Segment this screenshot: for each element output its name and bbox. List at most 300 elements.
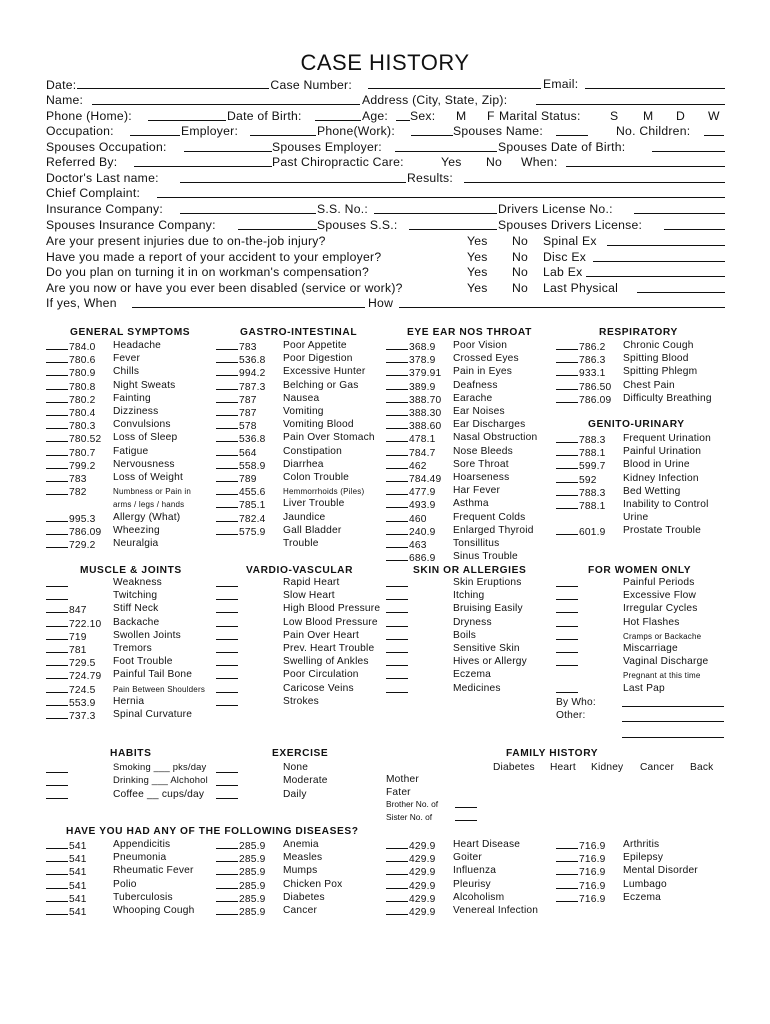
phone-home-field[interactable] [148,120,226,121]
cardio-symptom-check-blank[interactable] [216,678,238,679]
marital-s-option[interactable]: S [610,109,619,123]
cardio-symptom-check-blank[interactable] [216,692,238,693]
q3-no-option[interactable]: No [512,265,529,279]
disease-check-blank[interactable] [216,838,238,849]
genito-symptom-check-blank[interactable] [556,485,578,496]
gastro-symptom-code-text: 564 [239,447,257,459]
gastro-symptom-code[interactable] [216,524,266,539]
gastro-symptom-check-blank[interactable] [216,352,238,363]
disease-code[interactable] [386,904,436,919]
results-field[interactable] [464,182,725,183]
marital-d-option[interactable]: D [676,109,686,123]
respiratory-symptom-check-blank[interactable] [556,379,578,390]
general-symptom-check-blank[interactable] [46,392,68,403]
muscle-symptom-code-text: 847 [69,605,87,617]
respiratory-symptom-check-blank[interactable] [556,352,578,363]
gastro-symptom-check-blank[interactable] [216,365,238,376]
disease-label: Alcoholism [453,891,505,903]
disease-label: Chicken Pox [283,878,343,890]
disease-check-blank[interactable] [556,864,578,875]
doctors-last-name-field[interactable] [180,182,406,183]
skin-symptom-label: Boils [453,629,477,641]
age-field[interactable] [396,120,410,121]
gastro-symptom-check-blank[interactable] [216,339,238,350]
email-field[interactable] [585,88,725,89]
exercise-moderate-check[interactable] [216,785,238,786]
eye-ear-symptom-code-text: 240.9 [409,526,436,538]
eye-ear-symptom-check-blank[interactable] [386,392,408,403]
eye-ear-symptom-check-blank[interactable] [386,365,408,376]
general-symptom-check-blank[interactable] [46,537,68,548]
ss-no-field[interactable] [374,213,497,214]
case-number-label: Case Number: [270,78,352,92]
general-symptom-check-blank[interactable] [46,379,68,390]
women-symptom-check-blank[interactable] [556,599,578,600]
eye-ear-symptom-check-blank[interactable] [386,431,408,442]
skin-symptom-check-blank[interactable] [386,626,408,627]
disease-code[interactable] [46,904,87,919]
gastro-symptom-check-blank[interactable] [216,445,238,456]
genito-symptom-code[interactable] [556,524,606,539]
eye-ear-symptom-label: Ear Discharges [453,419,526,431]
muscle-symptom-check-blank[interactable] [46,616,68,627]
eye-ear-symptom-check-blank[interactable] [386,497,408,508]
skin-symptom-check-blank[interactable] [386,639,408,640]
sister-count-field[interactable] [455,820,477,821]
disease-label: Goiter [453,852,482,864]
eye-ear-symptom-label: Tonsillitus [453,538,500,549]
general-symptoms-heading: GENERAL SYMPTOMS [70,327,191,338]
eye-ear-symptom-check-blank[interactable] [386,379,408,390]
gastro-symptom-check-blank[interactable] [216,458,238,469]
spouses-drivers-label: Spouses Drivers License: [498,218,643,232]
women-symptom-check-blank[interactable] [556,665,578,666]
gastro-symptom-label: Pain Over Stomach [283,432,375,444]
general-symptom-label: Allergy (What) [113,511,181,523]
genito-symptom-label: Frequent Urination [623,433,711,444]
disease-check-blank[interactable] [46,878,68,889]
if-yes-when-field[interactable] [132,307,365,308]
question-on-job: Are your present injuries due to on-the-job injury? [46,234,326,248]
women-symptom-check-blank[interactable] [556,652,578,653]
disease-label: Epilepsy [623,852,664,864]
cardio-symptom-check-blank[interactable] [216,586,238,587]
general-symptom-check-blank[interactable] [46,431,68,442]
occupation-field[interactable] [130,135,180,136]
disease-check-blank[interactable] [46,851,68,862]
last-physical-field[interactable] [637,292,725,293]
gastro-symptom-check-blank[interactable] [216,497,238,508]
eye-ear-symptom-check-blank[interactable] [386,339,408,350]
disease-check-blank[interactable] [46,864,68,875]
respiratory-heading: RESPIRATORY [599,327,678,338]
address-field[interactable] [536,104,725,105]
eye-ear-symptom-code-text: 784.49 [409,474,442,485]
general-symptom-label: Neuralgia [113,538,159,549]
disease-check-blank[interactable] [386,891,408,902]
other-field-2[interactable] [622,737,724,738]
gastro-symptom-check-blank[interactable] [216,392,238,403]
spouses-insurance-field[interactable] [238,229,317,230]
disease-check-blank[interactable] [556,838,578,849]
cardio-symptom-label: Poor Circulation [283,669,359,681]
gastro-symptom-code-text: 783 [239,342,257,353]
genito-symptom-check-blank[interactable] [556,498,578,509]
women-symptom-check-blank[interactable] [556,692,578,693]
muscle-symptom-label: Spinal Curvature [113,709,193,720]
respiratory-symptom-code-text: 786.2 [579,342,606,353]
general-symptom-check-blank[interactable] [46,352,68,363]
coffee-check[interactable] [46,798,68,799]
general-symptom-check-blank[interactable] [46,445,68,456]
sex-m-option[interactable]: M [456,109,467,123]
disease-label: Pneumonia [113,852,167,864]
genito-symptom-label: Painful Urination [623,446,702,458]
how-label: How [368,296,394,310]
cardio-symptom-label: Caricose Veins [283,682,354,694]
employer-field[interactable] [250,135,316,136]
cardio-symptom-check-blank[interactable] [216,652,238,653]
general-symptom-code-text: 780.7 [69,447,96,459]
eye-ear-symptom-check-blank[interactable] [386,445,408,456]
spouses-dob-field[interactable] [652,151,725,152]
muscle-symptom-check-blank[interactable] [46,629,68,640]
general-symptom-code-text: 995.3 [69,513,96,525]
by-who-field[interactable] [622,706,724,707]
phone-home-label: Phone (Home): [46,109,132,123]
eye-ear-symptom-label: Har Fever [453,485,501,497]
general-symptom-check-blank[interactable] [46,471,68,482]
disease-check-blank[interactable] [46,891,68,902]
general-symptom-label: Nervousness [113,458,175,470]
insurance-company-field[interactable] [180,213,316,214]
disease-code-text: 285.9 [239,841,266,852]
skin-symptom-label: Sensitive Skin [453,643,520,654]
exercise-daily-check[interactable] [216,798,238,799]
gastro-symptom-code-text: 575.9 [239,526,266,538]
general-symptom-code-text: 782 [69,487,87,499]
skin-symptom-check-blank[interactable] [386,612,408,613]
spinal-ex-field[interactable] [607,245,725,246]
women-symptom-check-blank[interactable] [556,612,578,613]
q1-yes-option[interactable]: Yes [467,234,488,248]
spouses-ss-field[interactable] [409,229,497,230]
chief-complaint-field[interactable] [157,197,725,198]
muscle-symptom-check-blank[interactable] [46,668,68,679]
no-children-field[interactable] [704,135,724,136]
disease-code-text: 285.9 [239,893,266,905]
smoking-check[interactable] [46,772,68,773]
genito-symptom-check-blank[interactable] [556,472,578,483]
sex-f-option[interactable]: F [487,109,495,123]
skin-symptom-check-blank[interactable] [386,586,408,587]
eye-ear-symptom-label: Hoarseness [453,472,510,483]
dob-label: Date of Birth: [227,109,302,123]
genito-symptom-code-text: 788.1 [579,448,606,460]
eye-ear-symptom-check-blank[interactable] [386,484,408,495]
coffee-label: Coffee __ cups/day [113,789,205,800]
phone-work-label: Phone(Work): [317,124,395,138]
general-symptom-check-blank[interactable] [46,418,68,429]
disease-check-blank[interactable] [216,864,238,875]
phone-work-field[interactable] [411,135,453,136]
disease-code-text: 429.9 [409,880,436,892]
exercise-none-check[interactable] [216,772,238,773]
other-field[interactable] [622,721,724,722]
eye-ear-symptom-code-text: 686.9 [409,553,436,565]
gastro-heading: GASTRO-INTESTINAL [240,327,358,338]
referred-by-label: Referred By: [46,155,118,169]
eye-ear-symptom-code-text: 388.70 [409,394,442,406]
eye-ear-symptom-code-text: 477.9 [409,487,436,499]
eye-ear-symptom-code-text: 462 [409,460,427,472]
gastro-symptom-check-blank[interactable] [216,511,238,522]
spouses-employer-field[interactable] [395,151,497,152]
disease-check-blank[interactable] [386,878,408,889]
general-symptom-check-blank[interactable] [46,405,68,416]
disease-label: Rheumatic Fever [113,865,194,877]
general-symptom-check-blank[interactable] [46,511,68,522]
chief-complaint-label: Chief Complaint: [46,186,141,200]
cardio-symptom-check-blank[interactable] [216,665,238,666]
muscle-symptom-code-text: 724.5 [69,684,96,696]
genito-symptom-check-blank[interactable] [556,445,578,456]
past-chiro-no-option[interactable]: No [486,155,503,169]
when-field[interactable] [566,166,725,167]
occupation-label: Occupation: [46,124,114,138]
general-symptom-check-blank[interactable] [46,524,68,535]
disease-code-text: 541 [69,854,87,866]
respiratory-symptom-label: Chronic Cough [623,340,694,351]
disease-check-blank[interactable] [386,904,408,915]
marital-m-option[interactable]: M [643,109,654,123]
case-number-field[interactable] [368,88,541,89]
muscle-symptom-code-text: 737.3 [69,711,96,722]
general-symptom-check-blank[interactable] [46,484,68,495]
brother-count-field[interactable] [455,807,477,808]
muscle-symptom-check-blank[interactable] [46,586,68,587]
eye-ear-symptom-code-text: 378.9 [409,355,436,367]
genito-symptom-label: Kidney Infection [623,472,699,484]
q4-no-option[interactable]: No [512,281,529,295]
general-symptom-check-blank[interactable] [46,339,68,350]
spouses-name-field[interactable] [556,135,588,136]
disease-check-blank[interactable] [386,851,408,862]
disease-check-blank[interactable] [556,878,578,889]
muscle-symptom-check-blank[interactable] [46,708,68,719]
eye-ear-symptom-label: Sore Throat [453,458,509,470]
eye-ear-symptom-check-blank[interactable] [386,511,408,522]
general-symptom-label: Loss of Weight [113,472,183,483]
genito-symptom-check-blank[interactable] [556,458,578,469]
disease-check-blank[interactable] [216,878,238,889]
disease-check-blank[interactable] [386,838,408,849]
disease-label: Polio [113,878,137,890]
eye-ear-symptom-check-blank[interactable] [386,524,408,535]
spouses-drivers-field[interactable] [664,229,725,230]
disease-code-text: 541 [69,893,87,905]
genito-symptom-code-text: 601.9 [579,527,606,539]
other-label: Other: [556,710,586,721]
general-symptom-label: Dizziness [113,406,159,417]
gastro-symptom-code-text: 785.1 [239,500,266,512]
general-symptom-label: Headache [113,340,162,351]
women-symptom-check-blank[interactable] [556,639,578,640]
skin-symptom-label: Skin Eruptions [453,577,522,588]
general-symptom-check-blank[interactable] [46,365,68,376]
disease-label: Anemia [283,839,319,850]
q2-yes-option[interactable]: Yes [467,250,488,264]
cardio-symptom-check-blank[interactable] [216,705,238,706]
women-symptom-label: Pregnant at this time [623,671,701,681]
eye-ear-symptom-code-text: 389.9 [409,381,436,393]
disease-check-blank[interactable] [556,851,578,862]
disease-check-blank[interactable] [46,838,68,849]
by-who-label: By Who: [556,697,596,708]
respiratory-symptom-label: Difficulty Breathing [623,392,712,404]
women-symptom-check-blank[interactable] [556,586,578,587]
disease-check-blank[interactable] [46,904,68,915]
name-field[interactable] [92,104,360,105]
gastro-symptom-check-blank[interactable] [216,418,238,429]
skin-symptom-label: Hives or Allergy [453,656,527,668]
skin-symptom-check-blank[interactable] [386,692,408,693]
gastro-symptom-check-blank[interactable] [216,484,238,495]
dob-field[interactable] [315,120,361,121]
drinking-check[interactable] [46,785,68,786]
eye-ear-symptom-label: Enlarged Thyroid [453,524,534,536]
cardio-symptom-check-blank[interactable] [216,626,238,627]
disease-label: Mumps [283,865,318,877]
gastro-symptom-label: Hemmorrhoids (Piles) [283,487,365,497]
women-symptom-label: Hot Flashes [623,616,680,628]
disease-label: Cancer [283,905,318,916]
lab-ex-field[interactable] [586,276,725,277]
disease-check-blank[interactable] [216,851,238,862]
muscle-symptom-code[interactable] [46,708,96,723]
cardio-symptom-label: Pain Over Heart [283,629,360,641]
eye-ear-symptom-check-blank[interactable] [386,471,408,482]
gastro-symptom-label: Constipation [283,445,343,457]
general-symptom-code-text: 780.52 [69,434,102,446]
cardio-symptom-check-blank[interactable] [216,612,238,613]
eye-ear-symptom-check-blank[interactable] [386,418,408,429]
eye-ear-symptom-check-blank[interactable] [386,352,408,363]
gastro-symptom-check-blank[interactable] [216,379,238,390]
gastro-symptom-label: Diarrhea [283,458,324,470]
muscle-symptom-check-blank[interactable] [46,599,68,600]
genito-symptom-check-blank[interactable] [556,524,578,535]
when-label: When: [521,155,558,169]
muscle-symptom-check-blank[interactable] [46,682,68,693]
q4-yes-option[interactable]: Yes [467,281,488,295]
skin-symptom-check-blank[interactable] [386,678,408,679]
genito-heading: GENITO-URINARY [588,419,685,430]
eye-ear-symptom-label: Earache [453,392,493,404]
disease-label: Influenza [453,865,497,877]
general-symptom-code[interactable] [46,484,87,499]
gastro-symptom-check-blank[interactable] [216,471,238,482]
cardio-symptom-check-blank[interactable] [216,639,238,640]
respiratory-symptom-code[interactable] [556,392,611,407]
genito-symptom-code[interactable] [556,498,606,513]
eye-ear-symptom-check-blank[interactable] [386,550,408,561]
eye-ear-symptom-check-blank[interactable] [386,537,408,548]
women-symptom-label: Irregular Cycles [623,603,698,615]
past-chiro-yes-option[interactable]: Yes [441,155,462,169]
how-field[interactable] [399,307,725,308]
gastro-symptom-check-blank[interactable] [216,524,238,535]
muscle-symptom-check-blank[interactable] [46,695,68,706]
disease-check-blank[interactable] [556,891,578,902]
genito-symptom-code-text: 788.1 [579,501,606,512]
muscle-symptom-label: Weakness [113,577,162,588]
muscle-symptom-check-blank[interactable] [46,602,68,613]
respiratory-symptom-check-blank[interactable] [556,392,578,403]
drinking-label: Drinking ___ Alchohol [113,774,208,785]
gastro-symptom-check-blank[interactable] [216,431,238,442]
skin-symptom-label: Medicines [453,682,501,694]
skin-symptom-check-blank[interactable] [386,599,408,600]
q3-yes-option[interactable]: Yes [467,265,488,279]
referred-by-field[interactable] [134,166,272,167]
disease-check-blank[interactable] [386,864,408,875]
spouses-occupation-field[interactable] [184,151,272,152]
cardio-symptom-check-blank[interactable] [216,599,238,600]
disease-check-blank[interactable] [216,904,238,915]
q1-no-option[interactable]: No [512,234,529,248]
disc-ex-field[interactable] [593,261,725,262]
general-symptom-label: Numbness or Pain in [113,487,192,497]
muscle-symptom-code-text: 722.10 [69,618,102,630]
disease-label: Arthritis [623,839,660,850]
gastro-symptom-check-blank[interactable] [216,405,238,416]
general-symptom-code-text: 780.2 [69,394,96,406]
muscle-symptom-check-blank[interactable] [46,655,68,666]
muscle-symptom-label: Foot Trouble [113,656,173,668]
q2-no-option[interactable]: No [512,250,529,264]
disease-code-text: 716.9 [579,893,606,905]
general-symptom-code[interactable] [46,537,96,552]
eye-ear-symptom-code[interactable] [386,550,436,565]
marital-w-option[interactable]: W [708,109,720,123]
skin-symptom-label: Eczema [453,669,492,681]
skin-symptom-check-blank[interactable] [386,665,408,666]
skin-symptom-check-blank[interactable] [386,652,408,653]
drivers-license-field[interactable] [634,213,725,214]
muscle-symptom-check-blank[interactable] [46,642,68,653]
women-symptom-check-blank[interactable] [556,626,578,627]
cardio-symptom-label: Rapid Heart [283,577,340,588]
eye-ear-symptom-check-blank[interactable] [386,458,408,469]
disease-code[interactable] [556,891,606,906]
exercise-none: None [283,762,309,773]
date-field[interactable] [77,77,269,89]
genito-symptom-check-blank[interactable] [556,432,578,443]
respiratory-symptom-check-blank[interactable] [556,339,578,350]
muscle-symptom-label: Pain Between Shoulders [113,684,206,694]
disease-check-blank[interactable] [216,891,238,902]
disease-code[interactable] [216,904,266,919]
genito-symptom-label: Urine [623,512,649,524]
eye-ear-symptom-check-blank[interactable] [386,405,408,416]
general-symptom-check-blank[interactable] [46,458,68,469]
drivers-license-label: Drivers License No.: [498,202,613,216]
skin-symptom-label: Bruising Easily [453,603,523,615]
cardio-symptom-label: Swelling of Ankles [283,656,369,668]
disease-code-text: 541 [69,880,87,892]
respiratory-symptom-check-blank[interactable] [556,365,578,376]
